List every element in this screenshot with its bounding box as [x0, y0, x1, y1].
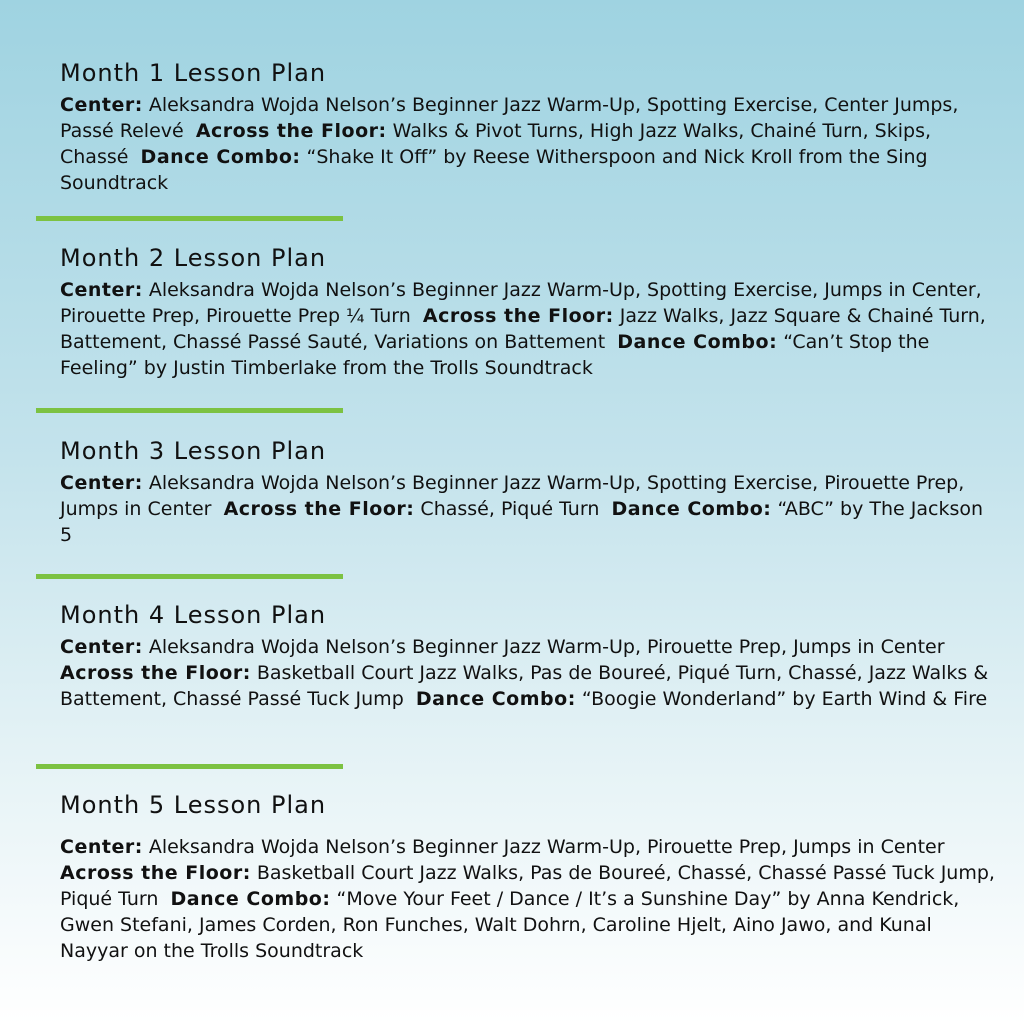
center-label: Center:: [60, 472, 143, 494]
plan-title: Month 3 Lesson Plan: [60, 437, 327, 465]
combo-label: Dance Combo:: [415, 688, 576, 710]
section-divider: [36, 216, 343, 221]
plan-title: Month 4 Lesson Plan: [60, 601, 327, 629]
lesson-plan-month-4: [60, 600, 1000, 712]
combo-label: Dance Combo:: [611, 498, 772, 520]
lesson-plan-month-3: [60, 436, 1000, 548]
plan-body: [60, 470, 1000, 548]
combo-label: Dance Combo:: [617, 331, 778, 353]
plan-title: Month 2 Lesson Plan: [60, 244, 327, 272]
combo-text: “Move Your Feet / Dance / It’s a Sunshine Day” by Anna Kendrick, Gwen Stefani, James Corden, Ron Funches, Walt Dohrn, Caroline Hjelt, Aino Jawo, and Kunal Nayyar on the Trolls Soundtrack: [60, 888, 960, 962]
center-label: Center:: [60, 279, 143, 301]
lesson-plan-month-5: [60, 790, 1000, 964]
center-text: Aleksandra Wojda Nelson’s Beginner Jazz Warm-Up, Spotting Exercise, Center Jumps, Passé Relevé: [60, 94, 959, 142]
plan-body: [60, 92, 1000, 196]
floor-text: Chassé, Piqué Turn: [420, 498, 600, 520]
center-text: Aleksandra Wojda Nelson’s Beginner Jazz Warm-Up, Spotting Exercise, Pirouette Prep, Jumps in Center: [60, 472, 965, 520]
combo-label: Dance Combo:: [170, 888, 331, 910]
combo-label: Dance Combo:: [140, 146, 301, 168]
floor-label: Across the Floor:: [223, 498, 415, 520]
floor-text: Walks & Pivot Turns, High Jazz Walks, Chainé Turn, Skips, Chassé: [60, 120, 932, 168]
center-label: Center:: [60, 836, 143, 858]
lesson-plan-month-1: [60, 58, 1000, 196]
section-divider: [36, 408, 343, 413]
combo-text: “Shake It Off” by Reese Witherspoon and Nick Kroll from the Sing Soundtrack: [60, 146, 928, 194]
plan-title: Month 5 Lesson Plan: [60, 791, 327, 819]
floor-text: Basketball Court Jazz Walks, Pas de Boureé, Chassé, Chassé Passé Tuck Jump, Piqué Turn: [60, 862, 995, 910]
floor-text: Basketball Court Jazz Walks, Pas de Boureé, Piqué Turn, Chassé, Jazz Walks & Battement, Chassé Passé Tuck Jump: [60, 662, 989, 710]
plan-body: [60, 634, 1000, 712]
center-text: Aleksandra Wojda Nelson’s Beginner Jazz Warm-Up, Pirouette Prep, Jumps in Center: [148, 636, 945, 658]
floor-label: Across the Floor:: [422, 305, 614, 327]
lesson-plan-month-2: [60, 243, 1000, 381]
plan-body: [60, 834, 1000, 964]
combo-text: “ABC” by The Jackson 5: [60, 498, 984, 546]
combo-text: “Can’t Stop the Feeling” by Justin Timberlake from the Trolls Soundtrack: [60, 331, 930, 379]
center-text: Aleksandra Wojda Nelson’s Beginner Jazz Warm-Up, Spotting Exercise, Jumps in Center, Pirouette Prep, Pirouette Prep ¼ Turn: [60, 279, 982, 327]
floor-label: Across the Floor:: [60, 662, 251, 684]
plan-title: Month 1 Lesson Plan: [60, 59, 327, 87]
center-text: Aleksandra Wojda Nelson’s Beginner Jazz Warm-Up, Pirouette Prep, Jumps in Center: [148, 836, 945, 858]
section-divider: [36, 574, 343, 579]
center-label: Center:: [60, 94, 143, 116]
floor-text: Jazz Walks, Jazz Square & Chainé Turn, Battement, Chassé Passé Sauté, Variations on Battement: [60, 305, 986, 353]
floor-label: Across the Floor:: [60, 862, 251, 884]
plan-body: [60, 277, 1000, 381]
floor-label: Across the Floor:: [195, 120, 387, 142]
center-label: Center:: [60, 636, 143, 658]
section-divider: [36, 764, 343, 769]
combo-text: “Boogie Wonderland” by Earth Wind & Fire: [581, 688, 988, 710]
